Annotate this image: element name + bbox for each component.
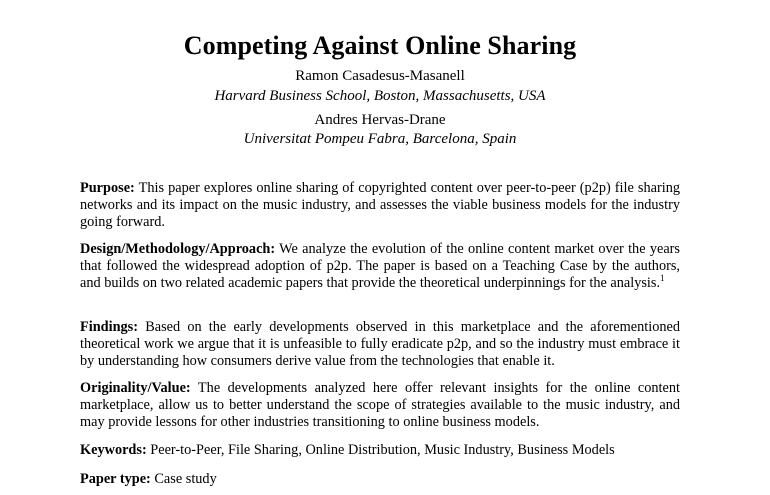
author-affiliation: Universitat Pompeu Fabra, Barcelona, Spain xyxy=(243,131,517,147)
section-label: Paper type: xyxy=(80,471,151,487)
section-label: Design/Methodology/Approach: xyxy=(80,241,276,257)
section-text: Peer-to-Peer, File Sharing, Online Distribution, Music Industry, Business Models xyxy=(146,442,615,458)
keywords xyxy=(80,442,680,459)
section-text: Case study xyxy=(150,471,217,487)
section-text: We analyze the evolution of the online content market over the years that followed the widespread adoption of p2p. The paper is based on a Teaching Case by the authors, and builds on two related academic papers that provide the theoretical underpinnings for the analysis. xyxy=(80,241,680,292)
author-affiliation: Harvard Business School, Boston, Massachusetts, USA xyxy=(214,88,546,104)
abstract-purpose xyxy=(80,180,680,232)
section-label: Findings: xyxy=(80,319,139,335)
section-text: The developments analyzed here offer relevant insights for the online content marketplace, allow us to better understand the scope of strategies available to the music industry, and may provide lessons for other industries transitioning to online business models. xyxy=(80,380,680,431)
abstract-originality-value xyxy=(80,380,680,432)
paper-title: Competing Against Online Sharing xyxy=(183,31,577,60)
footnote-marker[interactable]: 1 xyxy=(660,273,665,284)
abstract-findings xyxy=(80,319,680,371)
section-text: This paper explores online sharing of copyrighted content over peer-to-peer (p2p) file sharing networks and its impact on the music industry, and assesses the viable business models for the industry going forward. xyxy=(80,180,680,231)
abstract-design-methodology xyxy=(80,241,680,293)
author-name: Andres Hervas-Drane xyxy=(314,112,446,128)
author-name: Ramon Casadesus-Masanell xyxy=(295,68,465,84)
section-label: Purpose: xyxy=(80,180,135,196)
section-label: Keywords: xyxy=(80,442,147,458)
paper-type xyxy=(80,471,680,488)
section-text: Based on the early developments observed in this marketplace and the aforementioned theoretical work we argue that it is unfeasible to fully eradicate p2p, and so the industry must embrace it by understanding how consumers derive value from the technologies that enable it. xyxy=(80,319,680,370)
section-label: Originality/Value: xyxy=(80,380,191,396)
